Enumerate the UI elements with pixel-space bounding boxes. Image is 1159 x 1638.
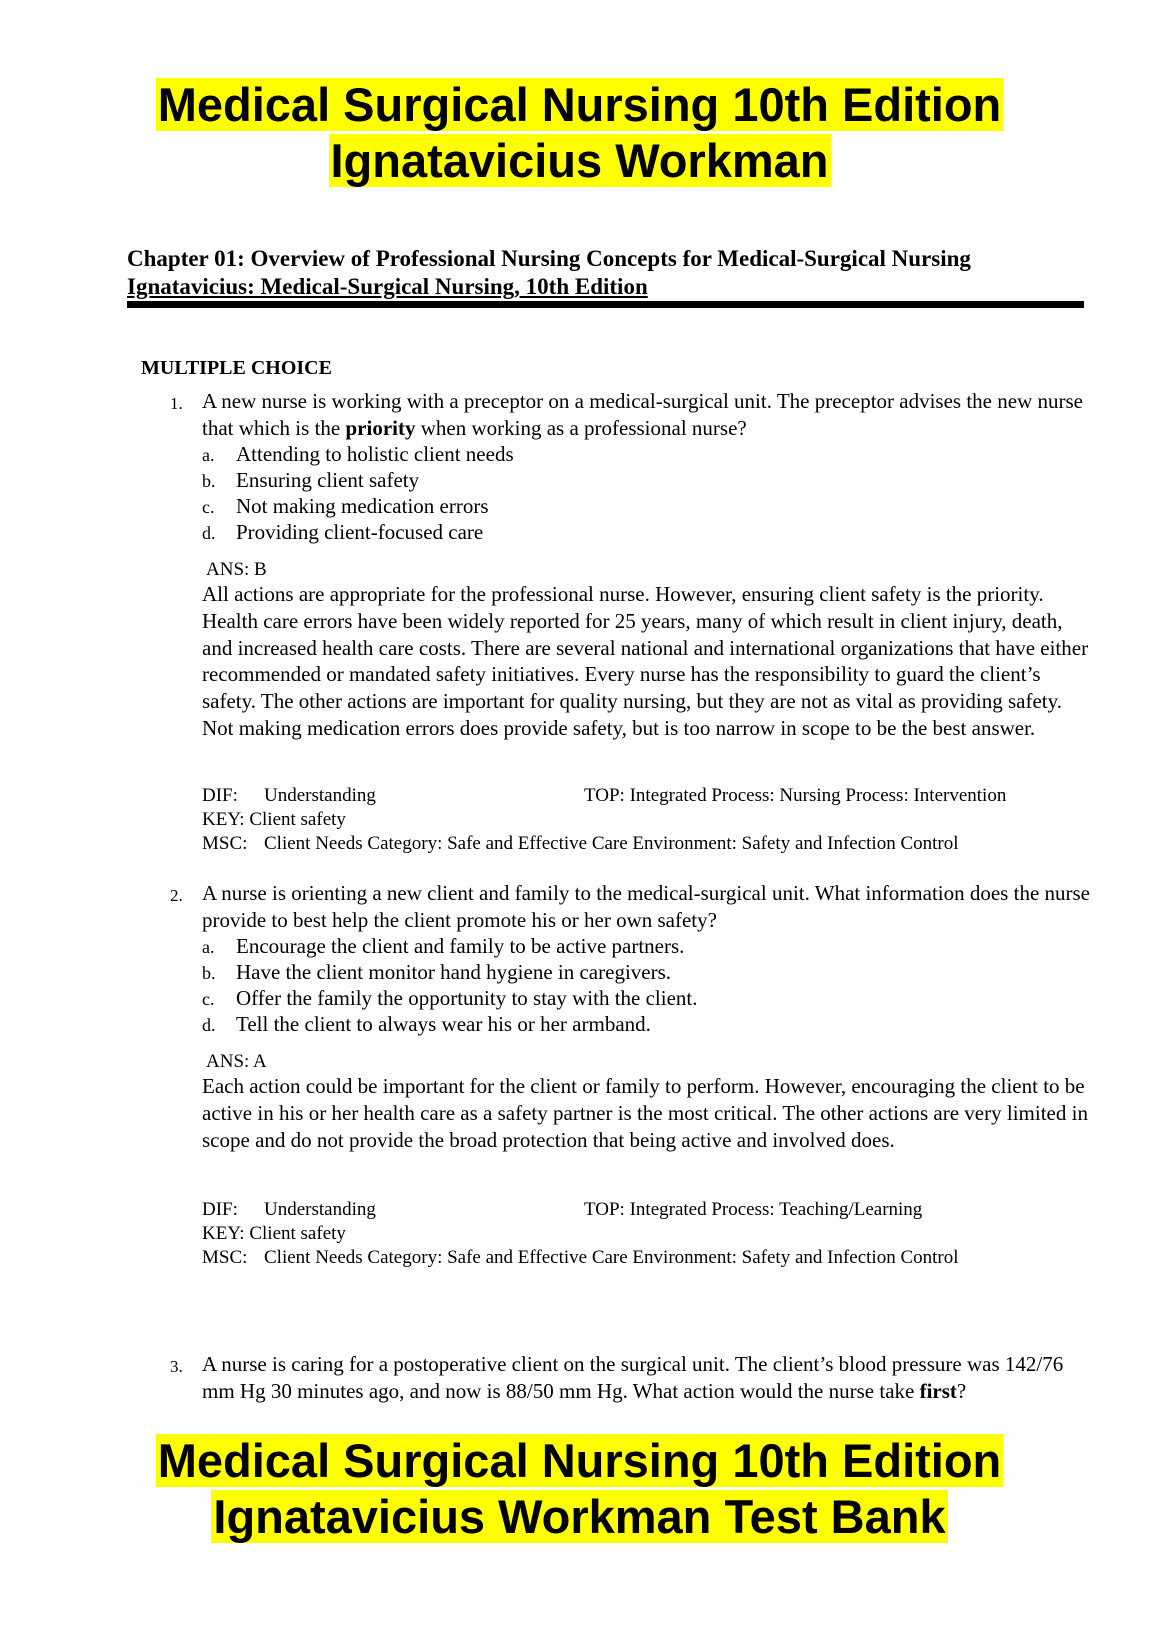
option-b: b. Ensuring client safety xyxy=(202,468,420,492)
option-b: b. Have the client monitor hand hygiene in caregivers. xyxy=(202,960,672,984)
footer-banner xyxy=(0,1433,1159,1545)
rationale: All actions are appropriate for the professional nurse. However, ensuring client safety is the priority. Health care errors have been widely reported for 25 years, many of which result in client injury, death, and increased health care costs. There are several national and international organizations that have either recommended or mandated safety initiatives. Every nurse has the responsibility to guard the client’s safety. The other actions are important for quality nursing, but they are not as vital as providing safety. Not making medication errors does provide safety, but is too narrow in scope to be the best answer. xyxy=(202,582,1089,740)
chapter-title: Chapter 01: Overview of Professional Nursing Concepts for Medical-Surgical Nursing xyxy=(127,246,971,271)
banner-line-1: Medical Surgical Nursing 10th Edition xyxy=(157,1434,1002,1487)
question-stem: A new nurse is working with a preceptor on a medical-surgical unit. The preceptor advises the new nurse that which is the priority when working as a professional nurse? xyxy=(202,389,1083,440)
option-a: a. Encourage the client and family to be active partners. xyxy=(202,934,685,958)
difficulty: DIF: Understanding xyxy=(202,785,376,806)
option-c: c. Not making medication errors xyxy=(202,494,489,518)
rationale: Each action could be important for the client or family to perform. However, encouraging the client to be active in his or her health care as a safety partner is the most critical. The other actions are very limited in scope and do not provide the broad protection that being active and involved does. xyxy=(202,1074,1088,1152)
question-stem: A nurse is orienting a new client and family to the medical-surgical unit. What information does the nurse provide to best help the client promote his or her own safety? xyxy=(202,881,1090,932)
option-d: d. Providing client-focused care xyxy=(202,520,484,544)
heading-divider xyxy=(127,301,1084,308)
section-heading: MULTIPLE CHOICE xyxy=(141,357,332,379)
chapter-heading xyxy=(127,245,1087,301)
banner-line-2: Ignatavicius Workman Test Bank xyxy=(213,1490,946,1543)
question-number: 1. xyxy=(170,394,183,413)
keyword: KEY: Client safety xyxy=(202,1223,346,1244)
question-number: 3. xyxy=(170,1357,183,1376)
banner-line-1: Medical Surgical Nursing 10th Edition xyxy=(157,78,1002,131)
option-c: c. Offer the family the opportunity to stay with the client. xyxy=(202,986,698,1010)
difficulty: DIF: Understanding xyxy=(202,1199,376,1220)
question-number: 2. xyxy=(170,886,183,905)
book-edition: Ignatavicius: Medical-Surgical Nursing, 10th Edition xyxy=(127,274,648,299)
client-needs: MSC: Client Needs Category: Safe and Effective Care Environment: Safety and Infection Control xyxy=(202,833,959,854)
topic: TOP: Integrated Process: Teaching/Learning xyxy=(584,1199,923,1220)
client-needs: MSC: Client Needs Category: Safe and Effective Care Environment: Safety and Infection Control xyxy=(202,1247,959,1268)
option-d: d. Tell the client to always wear his or her armband. xyxy=(202,1012,651,1036)
answer-key: ANS: A xyxy=(206,1051,267,1072)
banner-line-2: Ignatavicius Workman xyxy=(330,134,829,187)
answer-key: ANS: B xyxy=(206,559,267,580)
title-banner xyxy=(0,77,1159,189)
option-a: a. Attending to holistic client needs xyxy=(202,442,514,466)
topic: TOP: Integrated Process: Nursing Process: Intervention xyxy=(584,785,1007,806)
question-stem: A nurse is caring for a postoperative client on the surgical unit. The client’s blood pressure was 142/76 mm Hg 30 minutes ago, and now is 88/50 mm Hg. What action would the nurse take first? xyxy=(202,1352,1064,1403)
keyword: KEY: Client safety xyxy=(202,809,346,830)
